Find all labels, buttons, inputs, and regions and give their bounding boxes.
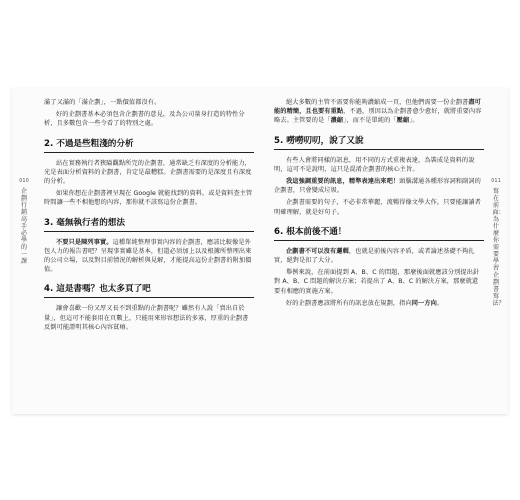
right-page-number: 011 — [491, 178, 501, 184]
heading-2: 2. 不過是些粗淺的分析 — [44, 139, 254, 153]
section5-paragraph-1: 有些人會將同樣的訊息，用不同的方式重複表達，為裝成是資料的說明，這可不是說明，這只是混淆企劃書的核心主旨。 — [274, 156, 475, 173]
right-intro-bold-2: 濃縮 — [330, 117, 344, 125]
section6-paragraph-3 — [274, 299, 484, 308]
section5-text: 頭腦溝通各種形容詞和副詞的企劃書，只會變成垃圾。 — [274, 178, 481, 195]
left-margin-running-head — [18, 178, 30, 265]
section5-emphasis: 我這強調重要的訊息，精準表達出來吧！ — [286, 178, 400, 186]
left-page — [44, 98, 254, 398]
section3-paragraph-1 — [44, 238, 254, 275]
heading-4: 4. 這是書嗎？也太多頁了吧 — [44, 284, 254, 298]
heading-6: 6. 根本前後不通！ — [274, 227, 484, 241]
right-intro-e: 」，而不是單純的「 — [343, 117, 397, 125]
section6-paragraph-2: 舉例來說，在前面提到 A、B、C 的問題，那麼後面就應該分別提出針對 A、B、C 問題的解決方案；若提出了 A、B、C 的解決方案，那麼就還要有相應的實施方案。 — [274, 269, 480, 295]
heading-3: 3. 毫無執行者的想法 — [44, 218, 254, 232]
right-intro — [274, 98, 484, 126]
left-page-number: 010 — [19, 178, 29, 184]
left-running-title: 企劃行銷高手必學的一課 — [20, 188, 27, 265]
left-intro-2: 好的企劃書基本必須包含企劃書的意見，及為公司量身打造的特性分析，且多數包含一些令看了的特別之處。 — [44, 111, 245, 128]
section6-p3-c: 。 — [436, 299, 444, 307]
section5-paragraph-2 — [274, 177, 484, 195]
right-intro-g: 」。 — [409, 117, 419, 125]
section6-p3-bold: 同一方向 — [411, 299, 437, 307]
section4-paragraph-1: 讓會喜歡一份又厚又長不到重點的企劃書呢？雖然有人說「賣出自於量」，但這可不能套用在頁數上，只能用來形容想法的多寡，厚重的企劃書反倒可能證明其核心內容貧瘠。 — [44, 305, 249, 331]
left-intro-1: 滿了又滿的「滿企劃」，一點價值都沒有。 — [44, 99, 161, 106]
section6-p3-a: 好的企劃書應該將所有的訊息放在規劃，指向 — [286, 299, 412, 307]
right-intro-bold-1: 盡可能的精簡，且也要有重點 — [274, 99, 481, 116]
section2-paragraph-1: 站在實務執行者狹隘觀點所完的企劃書，通常缺乏有深度的分析能力，光是表面分析資料的企劃書，肯定是最糟糕。企劃書需要的是深度且有深度的分析。 — [44, 159, 252, 186]
right-intro-c: ，不過，別因以為企劃書愈少愈好，就將重要內容略去。主管要的是「 — [274, 108, 482, 125]
right-running-title: 寫在前面：為什麼你需要學習企劃書寫法？ — [492, 188, 505, 307]
section5-paragraph-3: 企劃書需要的句子，不必非常華麗，流暢得像文學大作，只要能讓讀者明確理解，就是好句子。 — [274, 199, 481, 216]
right-margin-running-head — [490, 178, 505, 307]
right-intro-a: 絕大多數的主管不需要你能夠濃縮成一頁，但他們需要一份企劃書 — [286, 99, 469, 106]
section6-text: ，也就是前後內容矛盾，或者論述基礎不夠扎實，絕對是扣了大分。 — [274, 247, 475, 265]
right-page — [274, 98, 484, 398]
book-spread — [12, 88, 508, 414]
right-intro-bold-3: 壓縮 — [396, 117, 410, 125]
heading-5: 5. 嘮嘮叨叨，說了又說 — [274, 136, 484, 150]
section3-emphasis: 不要只是陳列事實。 — [56, 238, 113, 246]
section6-paragraph-1 — [274, 247, 484, 265]
section3-text: 這種單純整理事實內容的企劃書，應該比較像是外包人力的報告書吧？呈現事實雖是基本，但還必須加上以及根據所整理出來的公司立場，以及對目前情況的解析與見解，才能提高這份企劃書的附加價值。 — [44, 238, 252, 274]
section6-emphasis: 企劃書不可以沒有邏輯 — [286, 247, 349, 255]
section2-paragraph-2: 如果你想在企劃書裡呈現在 Google 就能找到的資料，或是資料查主管時間讓一些不相他想的內容，那你就不該寫這份企劃書。 — [44, 190, 253, 207]
